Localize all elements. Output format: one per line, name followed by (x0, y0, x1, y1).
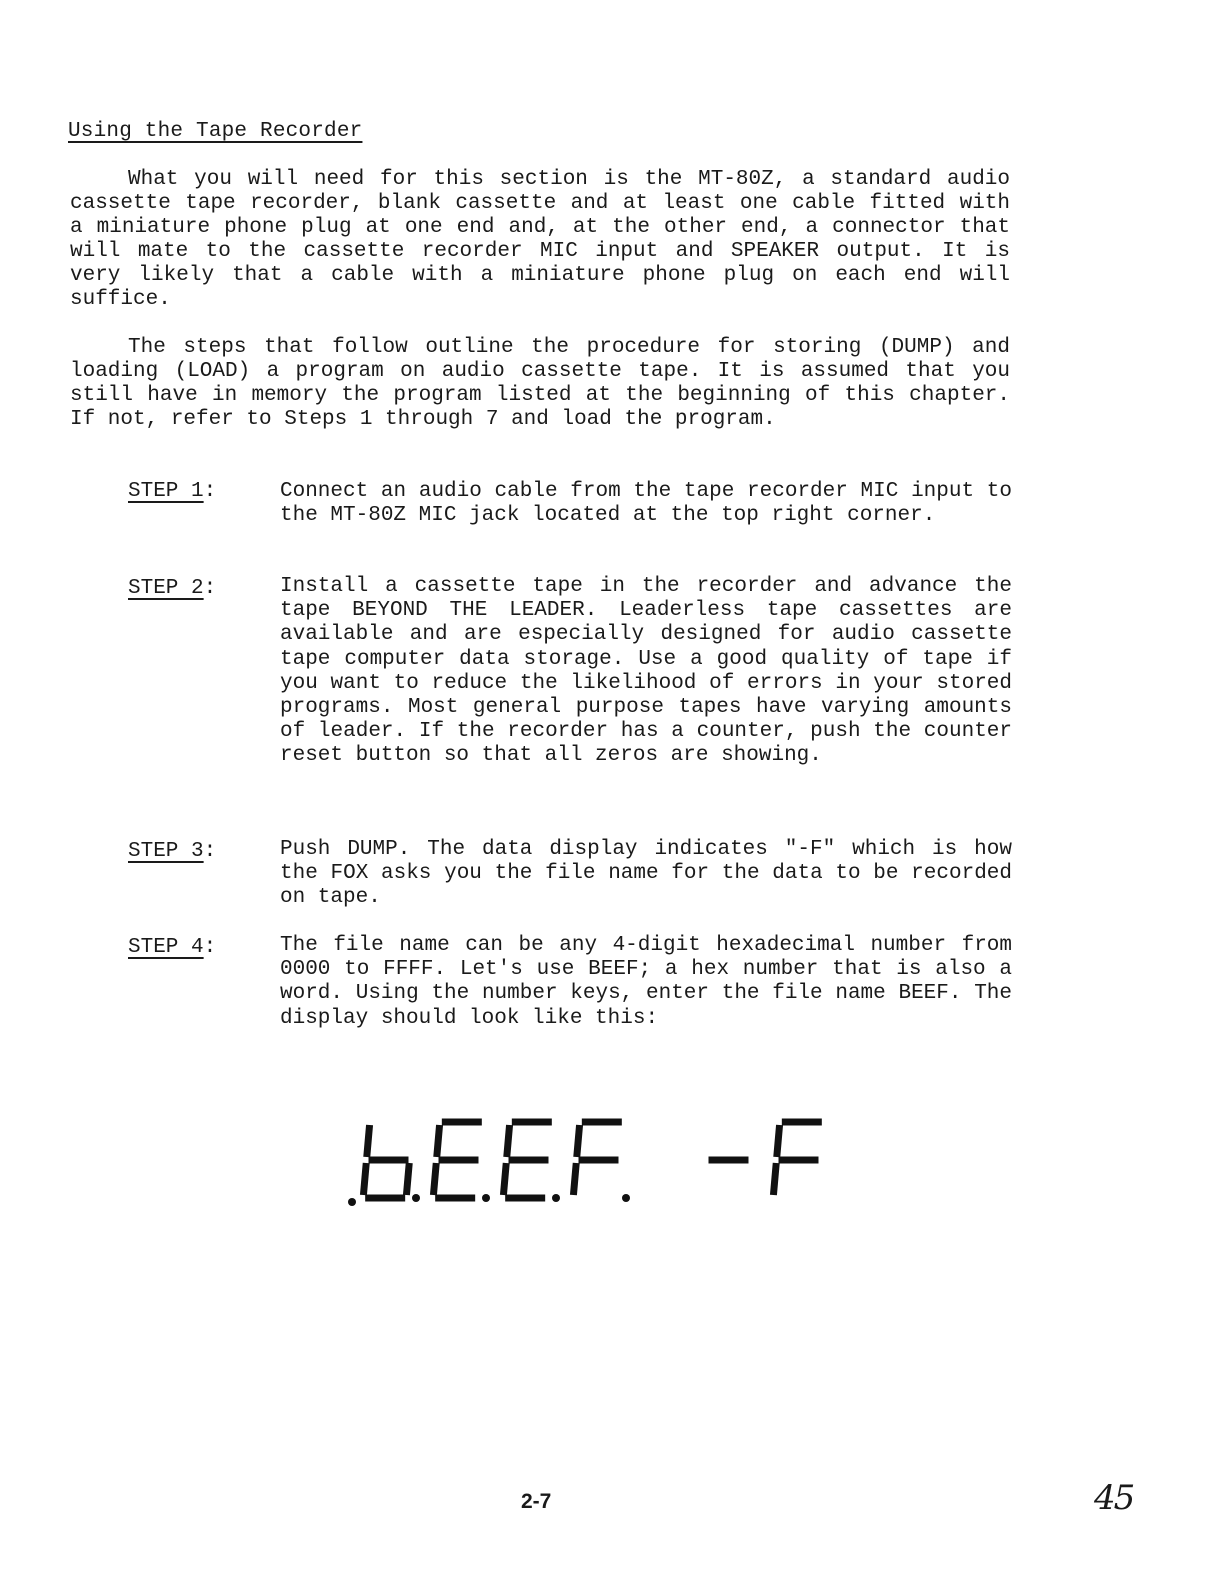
display-digit (503, 1122, 560, 1202)
step-3-text: Push DUMP. The data display indicates "-F" which is how the FOX asks you the file name for the data to be recorded on tape. (280, 838, 1012, 910)
display-segment (573, 1163, 576, 1195)
display-digit (363, 1125, 420, 1202)
display-segment (433, 1163, 436, 1195)
display-decimal-point (412, 1194, 420, 1202)
handwritten-page-number: 45 (1094, 1478, 1134, 1518)
paragraph-steps-overview (70, 336, 1010, 432)
step-1-text: Connect an audio cable from the tape recorder MIC input to the MT-80Z MIC jack located at the top right corner. (280, 480, 1012, 528)
section-heading: Using the Tape Recorder (68, 120, 363, 143)
display-segment (507, 1125, 510, 1157)
display-digit (433, 1122, 490, 1202)
display-segment (367, 1125, 370, 1157)
seven-segment-display (330, 1090, 890, 1220)
display-decimal-point (622, 1194, 630, 1202)
display-digit (573, 1122, 630, 1202)
display-segment (777, 1125, 780, 1157)
display-digit (773, 1122, 821, 1195)
display-decimal-point (482, 1194, 490, 1202)
display-segment (363, 1163, 366, 1195)
step-2-label: STEP 2: (128, 577, 217, 600)
display-segment (437, 1125, 440, 1157)
display-segment (577, 1125, 580, 1157)
step-1-label: STEP 1: (128, 480, 217, 503)
step-4-label: STEP 4: (128, 936, 217, 959)
paragraph-intro (70, 168, 1010, 312)
seven-segment-display-graphic (330, 1090, 890, 1220)
display-leading-dot (348, 1198, 356, 1206)
display-segment (773, 1163, 776, 1195)
paragraph-steps-overview-text: The steps that follow outline the procedure for storing (DUMP) and loading (LOAD) a program on audio cassette tape. It is assumed that you still have in memory the program listed at the beginning of this chapter. If not, refer to Steps 1 through 7 and load the program. (70, 336, 1010, 431)
step-3-label: STEP 3: (128, 840, 217, 863)
step-4-text: The file name can be any 4-digit hexadecimal number from 0000 to FFFF. Let's use BEEF; a hex number that is also a word. Using the number keys, enter the file name BEEF. The display should look like this: (280, 934, 1012, 1030)
display-decimal-point (552, 1194, 560, 1202)
page-number: 2-7 (521, 1490, 552, 1513)
display-segment (503, 1163, 506, 1195)
step-2-text: Install a cassette tape in the recorder and advance the tape BEYOND THE LEADER. Leaderless tape cassettes are available and are especially designed for audio cassette tape computer data storage. Use a good quality of tape if you want to reduce the likelihood of errors in your stored programs. Most general purpose tapes have varying amounts of leader. If the recorder has a counter, push the counter reset button so that all zeros are showing. (280, 575, 1012, 768)
display-segment (406, 1163, 409, 1195)
paragraph-intro-text: What you will need for this section is the MT-80Z, a standard audio cassette tape recorder, blank cassette and at least one cable fitted with a miniature phone plug at one end and, at the other end, a connector that will mate to the cassette recorder MIC input and SPEAKER output. It is very likely that a cable with a miniature phone plug on each end will suffice. (70, 168, 1010, 311)
